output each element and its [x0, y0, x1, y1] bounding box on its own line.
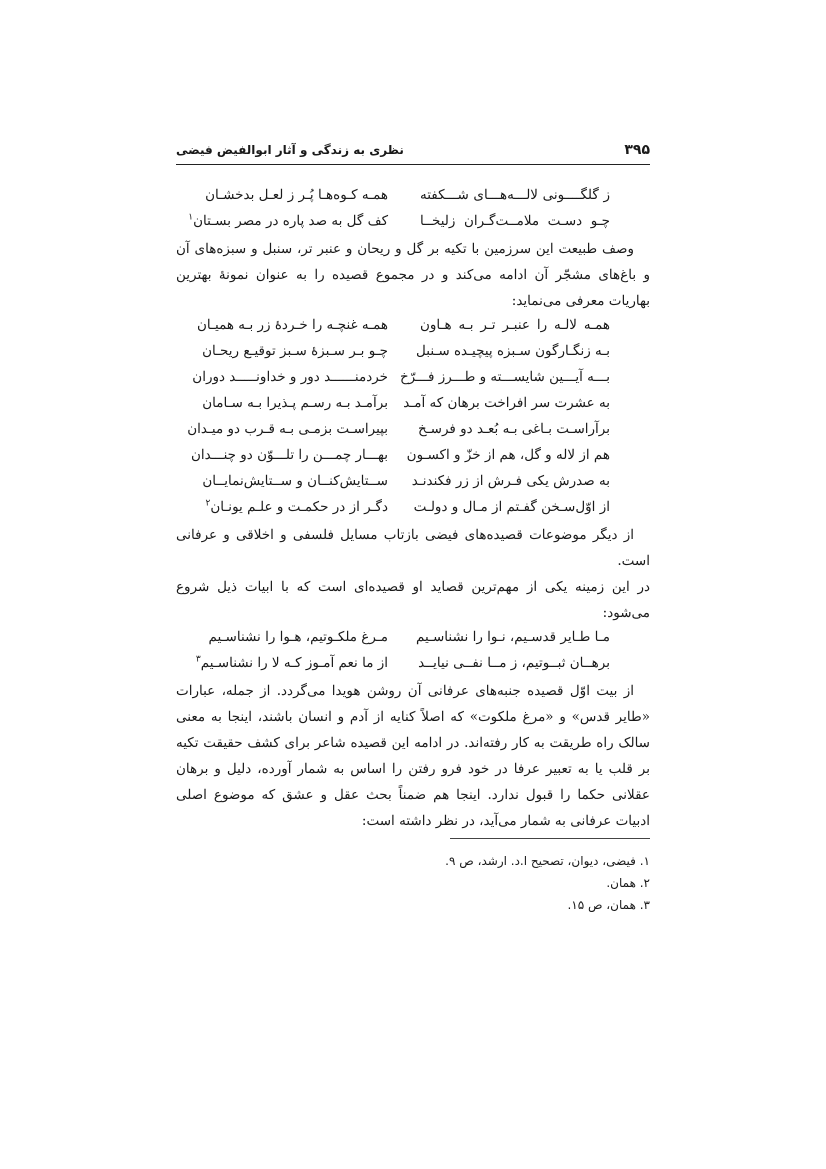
couplet: [176, 314, 650, 340]
first-hemistich: برهــان ثبــوتیم، ز مــا نفــی نیایــد: [418, 655, 610, 671]
second-hemistich: بهـــار چمـــن را تلـــوّن دو چنـــدان: [190, 447, 388, 463]
first-hemistich: به عشرت سر افراخت برهان که آمـد: [403, 395, 610, 411]
second-hemistich: کف گل به صد پاره در مصر بسـتان$^۱$: [188, 212, 388, 229]
couplet: [176, 184, 650, 210]
couplet: [176, 652, 650, 678]
couplet: [176, 470, 650, 496]
footnote-reference: ۱: [188, 212, 194, 223]
first-hemistich: هم از لاله و گل، هم از خزّ و اکسـون: [406, 447, 610, 463]
second-hemistich: برآمـد بـه رسـم پـذیرا بـه سـامان: [202, 395, 388, 411]
second-hemistich: خردمنــــــد دور و خداونـــــد دوران: [192, 369, 388, 385]
page-header: [176, 140, 650, 165]
running-title: نظری به زندگی و آثار ابوالفیض فیضی: [176, 143, 404, 157]
second-hemistich: بپیراسـت بزمـی بـه قـرب دو میـدان: [187, 421, 388, 437]
second-hemistich: همـه غنچـه را خـردهٔ زر بـه همیـان: [197, 317, 388, 333]
footnote: ۲. همان.: [606, 876, 650, 890]
second-hemistich: چـو بـر سـبزهٔ سـبز توقیـع ریحـان: [202, 343, 388, 359]
first-hemistich: مـا طـایر قدسـیم، نـوا را نشناسـیم: [415, 629, 610, 645]
body-paragraph: از بیت اوّل قصیده جنبه‌های عرفانی آن روشن هویدا می‌گردد. از جمله، عبارات «طایر قدس» و «مرغ ملکوت» که اصلاً کنایه از آدم و انسان باشند، اینجا به معنی سالک راه طریقت به کار رفته‌اند. در ادامه این قصیده شاعر برای کشف حقیقت تکیه بر قلب یا به تعبیر عرفا در خود فرو رفتن را اساس به شمار آورده، دلیل و برهان عقلانی حکما را قبول ندارد. اینجا هم ضمناً بحث عقل و عشق که موضوع اصلی ادبیات عرفانی به شمار می‌آید، در نظر داشته است:: [176, 683, 650, 829]
couplet: [176, 340, 650, 366]
second-hemistich: مـرغ ملکـوتیم، هـوا را نشناسـیم: [208, 629, 388, 645]
footnote-reference: ۲: [205, 498, 211, 509]
first-hemistich: چـو دسـت ملامــت‌گـران زلیخــا: [420, 213, 610, 229]
first-hemistich: به صدرش یکی فـرش از زر فکندنـد: [411, 473, 610, 489]
verse-block-2: [176, 314, 650, 522]
footnotes: [350, 850, 650, 916]
footnote-reference: ۳: [195, 654, 201, 665]
first-hemistich: بـــه آیـــین شایســـته و طـــرز فـــرّخ: [399, 369, 610, 385]
footnote: ۱. فیضی، دیوان، تصحیح ا.د. ارشد، ص ۹.: [445, 854, 650, 868]
body-paragraph: وصف طبیعت این سرزمین با تکیه بر گل و ریحان و عنبر تر، سنبل و سبزه‌های آن و باغ‌های مشجّر آن ادامه می‌کند و در مجموع قصیده را به عنوان نمونهٔ بهترین بهاریات معرفی می‌نماید:: [176, 241, 650, 309]
couplet: [176, 366, 650, 392]
couplet: [176, 626, 650, 652]
first-hemistich: برآراسـت بـاغی بـه بُعـد دو فرسـخ: [417, 421, 610, 437]
couplet: [176, 444, 650, 470]
second-hemistich: ســتایش‌کنــان و ســتایش‌نمایــان: [202, 473, 388, 489]
page-number: ۳۹۵: [624, 142, 650, 158]
first-hemistich: از اوّل‌سـخن گفـتم از مـال و دولـت: [413, 499, 610, 515]
couplet: [176, 210, 650, 236]
footnote: ۳. همان، ص ۱۵.: [567, 898, 650, 912]
first-hemistich: ز گلگــــونی لالـــه‌هـــای شـــکفته: [420, 187, 610, 203]
couplet: [176, 418, 650, 444]
body-paragraph: از دیگر موضوعات قصیده‌های فیضی بازتاب مسایل فلسفی و اخلاقی و عرفانی است.: [176, 527, 650, 569]
second-hemistich: از ما نعم آمـوز کـه لا را نشناسـیم$^۳$: [195, 654, 388, 671]
second-hemistich: دگـر از در حکمـت و علـم یونـان$^۲$: [205, 498, 388, 515]
first-hemistich: بـه زنگـارگون سـبزه پیچیـده سـنبل: [416, 343, 610, 359]
couplet: [176, 392, 650, 418]
verse-block-1: [176, 184, 650, 236]
page-body: [176, 184, 650, 834]
footnote-divider: [450, 838, 650, 839]
first-hemistich: همـه لالـه را عنبـر تـر بـه هـاون: [420, 317, 610, 333]
couplet: [176, 496, 650, 522]
verse-block-3: [176, 626, 650, 678]
second-hemistich: همـه کـوه‌هـا پُـر ز لعـل بدخشـان: [205, 187, 388, 203]
body-paragraph: در این زمینه یکی از مهم‌ترین قصاید او قصیده‌ای است که با ابیات ذیل شروع می‌شود:: [176, 579, 650, 621]
